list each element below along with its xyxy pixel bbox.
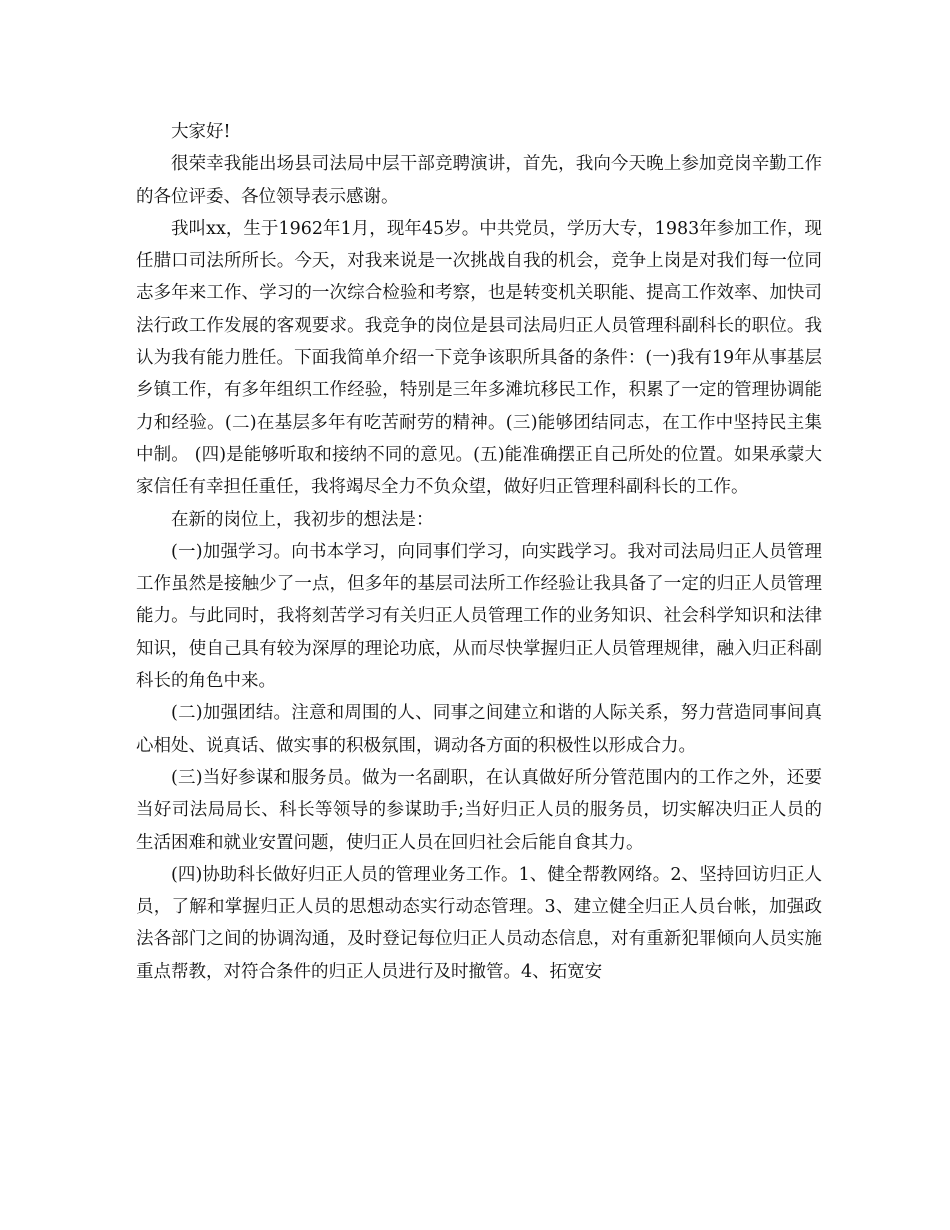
- paragraph-point-one: (一)加强学习。向书本学习，向同事们学习，向实践学习。我对司法局归正人员管理工作虽然是接触少了一点，但多年的基层司法所工作经验让我具备了一定的归正人员管理能力。与此同时，我将刻苦学习有关归正人员管理工作的业务知识、社会科学知识和法律知识，使自己具有较为深厚的理论功底，从而尽快掌握归正人员管理规律，融入归正科副科长的角色中来。: [136, 541, 822, 692]
- paragraph-self-introduction: 我叫xx，生于1962年1月，现年45岁。中共党员，学历大专，1983年参加工作，现任腊口司法所所长。今天，对我来说是一次挑战自我的机会，竞争上岗是对我们每一位同志多年来工作、学习的一次综合检验和考察，也是转变机关职能、提高工作效率、加快司法行政工作发展的客观要求。我竞争的岗位是县司法局归正人员管理科副科长的职位。我认为我有能力胜任。下面我简单介绍一下竞争该职所具备的条件：(一)我有19年从事基层乡镇工作，有多年组织工作经验，特别是三年多滩坑移民工作，积累了一定的管理协调能力和经验。(二)在基层多年有吃苦耐劳的精神。(三)能够团结同志，在工作中坚持民主集中制。 (四)是能够听取和接纳不同的意见。(五)能准确摆正自己所处的位置。如果承蒙大家信任有幸担任重任，我将竭尽全力不负众望，做好归正管理科副科长的工作。: [136, 218, 822, 498]
- paragraph-initial-ideas: 在新的岗位上，我初步的想法是：: [171, 509, 434, 530]
- paragraph-point-two: (二)加强团结。注意和周围的人、同事之间建立和谐的人际关系，努力营造同事间真心相处、说真话、做实事的积极氛围，调动各方面的积极性以形成合力。: [136, 703, 822, 756]
- document-body: [136, 116, 822, 988]
- paragraph-point-three: (三)当好参谋和服务员。做为一名副职，在认真做好所分管范围内的工作之外，还要当好司法局局长、科长等领导的参谋助手;当好归正人员的服务员，切实解决归正人员的生活困难和就业安置问题，使归正人员在回归社会后能自食其力。: [136, 767, 822, 853]
- paragraph-greeting: 大家好!: [171, 122, 231, 142]
- paragraph-opening-thanks: 很荣幸我能出场县司法局中层干部竞聘演讲，首先，我向今天晚上参加竞岗辛勤工作的各位评委、各位领导表示感谢。: [136, 154, 822, 207]
- paragraph-point-four: (四)协助科长做好归正人员的管理业务工作。1、健全帮教网络。2、坚持回访归正人员，了解和掌握归正人员的思想动态实行动态管理。3、建立健全归正人员台帐，加强政法各部门之间的协调沟通，及时登记每位归正人员动态信息，对有重新犯罪倾向人员实施重点帮教，对符合条件的归正人员进行及时撤管。4、拓宽安: [136, 864, 822, 982]
